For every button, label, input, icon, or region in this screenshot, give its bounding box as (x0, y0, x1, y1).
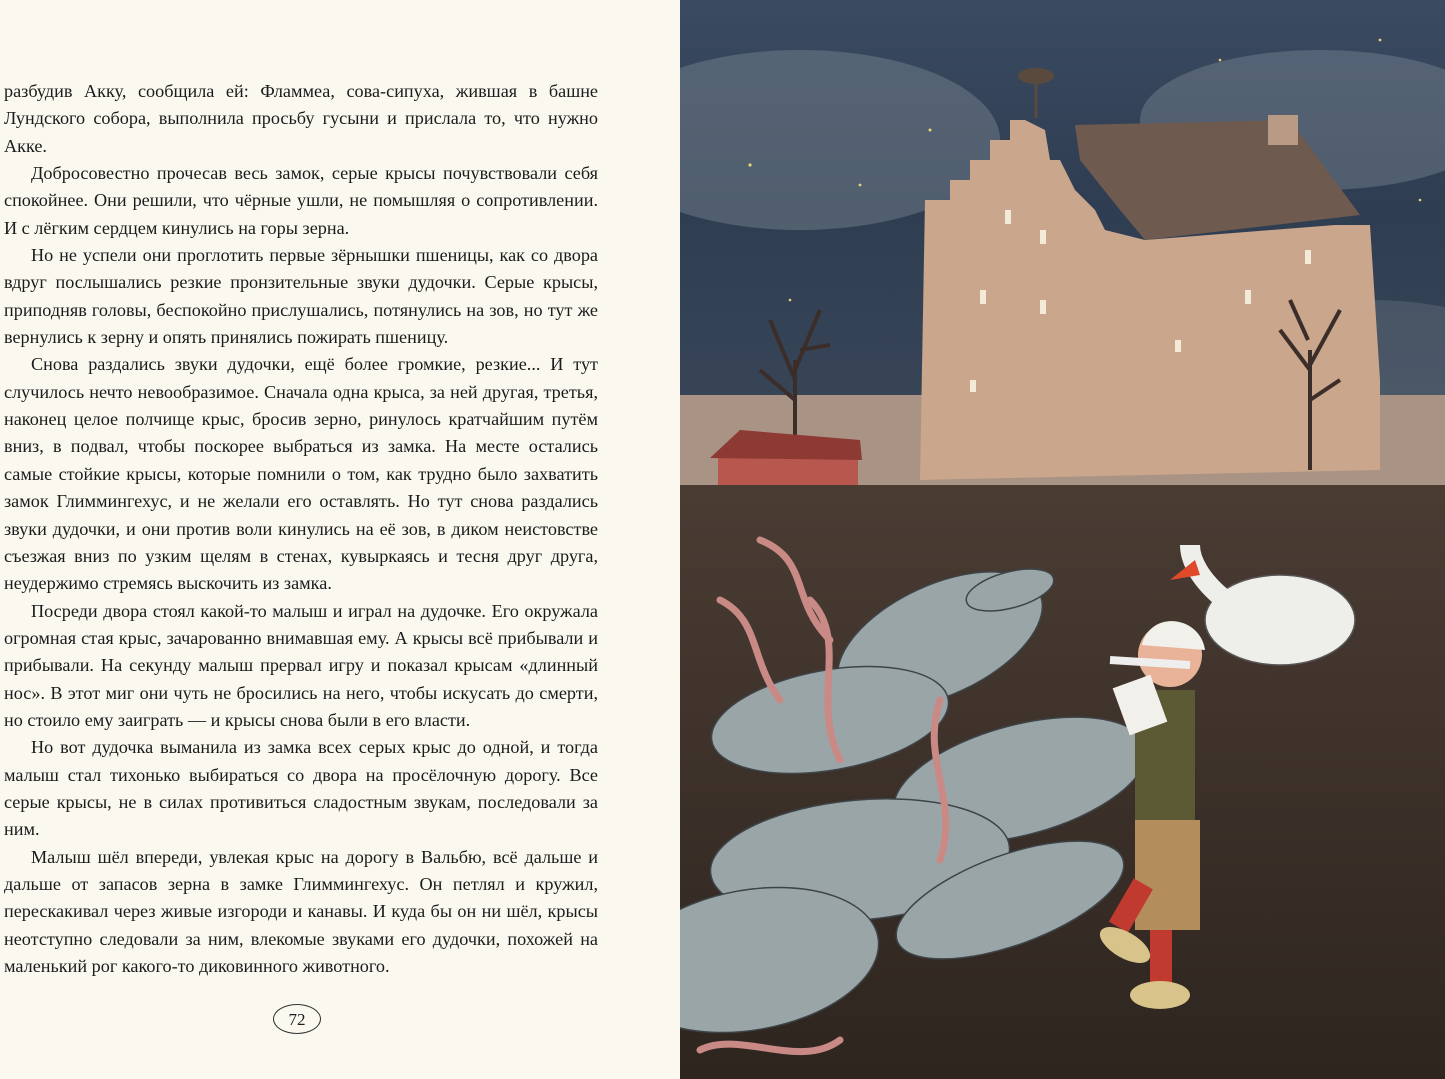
stork-nest (1018, 68, 1054, 84)
text-block (4, 78, 598, 980)
text-page (0, 0, 680, 1079)
paragraph-7: Малыш шёл впереди, увлекая крыс на дорогу в Вальбю, всё дальше и дальше от запасов зерна в замке Глиммингехус. Он петлял и кружил, перескакивал через живые изгороди и канавы. И куда бы он ни шёл, крысы неотступно следовали за ним, влекомые звуками его дудочки, похожей на маленький рог какого-то диковинного животного. (4, 846, 598, 976)
page-number: 72 (273, 1004, 321, 1034)
illustration (680, 0, 1445, 1079)
paragraph-6: Но вот дудочка выманила из замка всех серых крыс до одной, и тогда малыш стал тихонько выбираться со двора на просёлочную дорогу. Все серые крысы, не в силах противиться сладостным звукам, последовали за ним. (4, 737, 598, 840)
chimney (1268, 115, 1298, 145)
paragraph-3: Но не успели они проглотить первые зёрнышки пшеницы, как со двора вдруг послышались резкие пронзительные звуки дудочки. Серые крысы, приподняв головы, беспокойно прислушались, потянулись на зов, но тут же вернулись к зерну и опять принялись пожирать пшеницу. (4, 245, 598, 348)
paragraph-5: Посреди двора стоял какой-то малыш и играл на дудочке. Его окружала огромная стая крыс, зачарованно внимавшая ему. А крысы всё прибывали и прибывали. На секунду малыш прервал игру и показал крысам «длинный нос». В этот миг они чуть не бросились на него, чтобы искусать до смерти, но стоило ему заиграть — и крысы снова были в его власти. (4, 600, 598, 730)
paragraph-2: Добросовестно прочесав весь замок, серые крысы почувствовали себя спокойнее. Они решили, что чёрные ушли, не помышляя о сопротивлении. И с лёгким сердцем кинулись на горы зерна. (4, 163, 598, 238)
paragraph-4: Снова раздались звуки дудочки, ещё более громкие, резкие... И тут случилось нечто невообразимое. Сначала одна крыса, за ней другая, третья, наконец целое полчище крыс, бросив зерно, ринулось кратчайшим путём вниз, в подвал, чтобы поскорее выбраться из замка. На месте остались самые стойкие крысы, которые помнили о том, как трудно было захватить замок Глиммингехус, и не желали его оставлять. Но тут снова раздались звуки дудочки, и они против воли кинулись на её зов, в диком неистовстве съезжая вниз по узким щелям в стенах, кувыркаясь и тесня друг друга, неудержимо стремясь выскочить из замка. (4, 354, 598, 594)
illustration-page (680, 0, 1445, 1079)
paragraph-1: разбудив Акку, сообщила ей: Фламмеа, сова-сипуха, жившая в башне Лундского собора, выполнила просьбу гусыни и прислала то, что нужно Акке. (4, 81, 598, 156)
